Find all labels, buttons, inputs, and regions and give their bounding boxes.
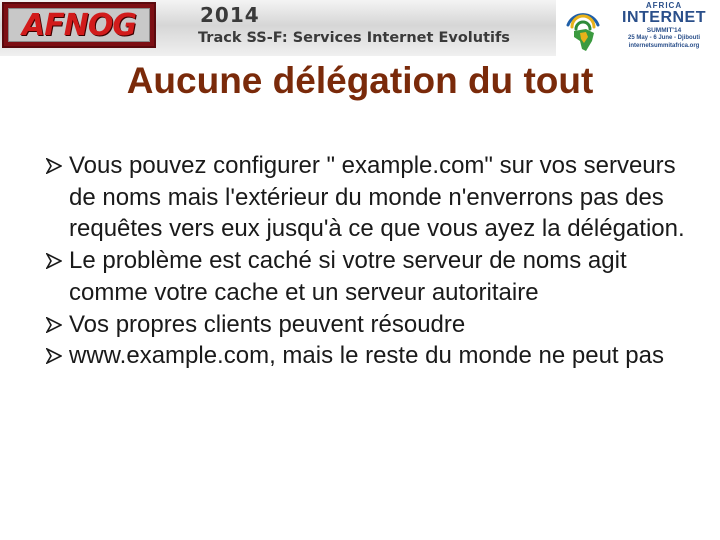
- summit-dates: 25 May - 6 June - Djibouti: [627, 35, 700, 41]
- summit-year-label: SUMMIT'14: [646, 27, 682, 34]
- summit-internet-label: INTERNET: [622, 9, 706, 26]
- bullet-text: Le problème est caché si votre serveur de noms agit comme votre cache et un serveur autoritaire: [69, 247, 627, 306]
- bullet-item: [46, 150, 696, 245]
- header-banner: [0, 0, 720, 56]
- bullet-item: [46, 309, 696, 341]
- event-year: 2014: [200, 3, 260, 27]
- arrowhead-bullet-icon: [46, 158, 62, 174]
- bullet-text: www.example.com, mais le reste du monde ne peut pas: [69, 342, 664, 370]
- arrowhead-bullet-icon: [46, 253, 62, 269]
- summit-url: internetsummitafrica.org: [628, 43, 700, 49]
- bullet-text: Vos propres clients peuvent résoudre: [69, 310, 466, 338]
- bullet-text: Vous pouvez configurer " example.com" sur vos serveurs de noms mais l'extérieur du monde n'enverrons pas des requêtes vers eux jusqu'à ce que vous ayez la délégation.: [69, 152, 685, 243]
- arrowhead-bullet-icon: [46, 348, 62, 364]
- arrowhead-bullet-icon: [46, 317, 62, 333]
- afnog-logo: [2, 2, 156, 48]
- bullet-item: [46, 245, 696, 308]
- africa-map-icon: [560, 3, 606, 53]
- summit-africa-label: AFRICA: [645, 1, 683, 10]
- bullet-item: [46, 340, 696, 372]
- afnog-logo-plate: [8, 8, 150, 42]
- track-title: Track SS-F: Services Internet Evolutifs: [198, 30, 510, 46]
- bullet-list: [46, 150, 696, 372]
- afnog-logo-text: AFNOG: [22, 7, 136, 43]
- africa-internet-summit-logo: [556, 0, 720, 56]
- slide-title: Aucune délégation du tout: [126, 60, 594, 101]
